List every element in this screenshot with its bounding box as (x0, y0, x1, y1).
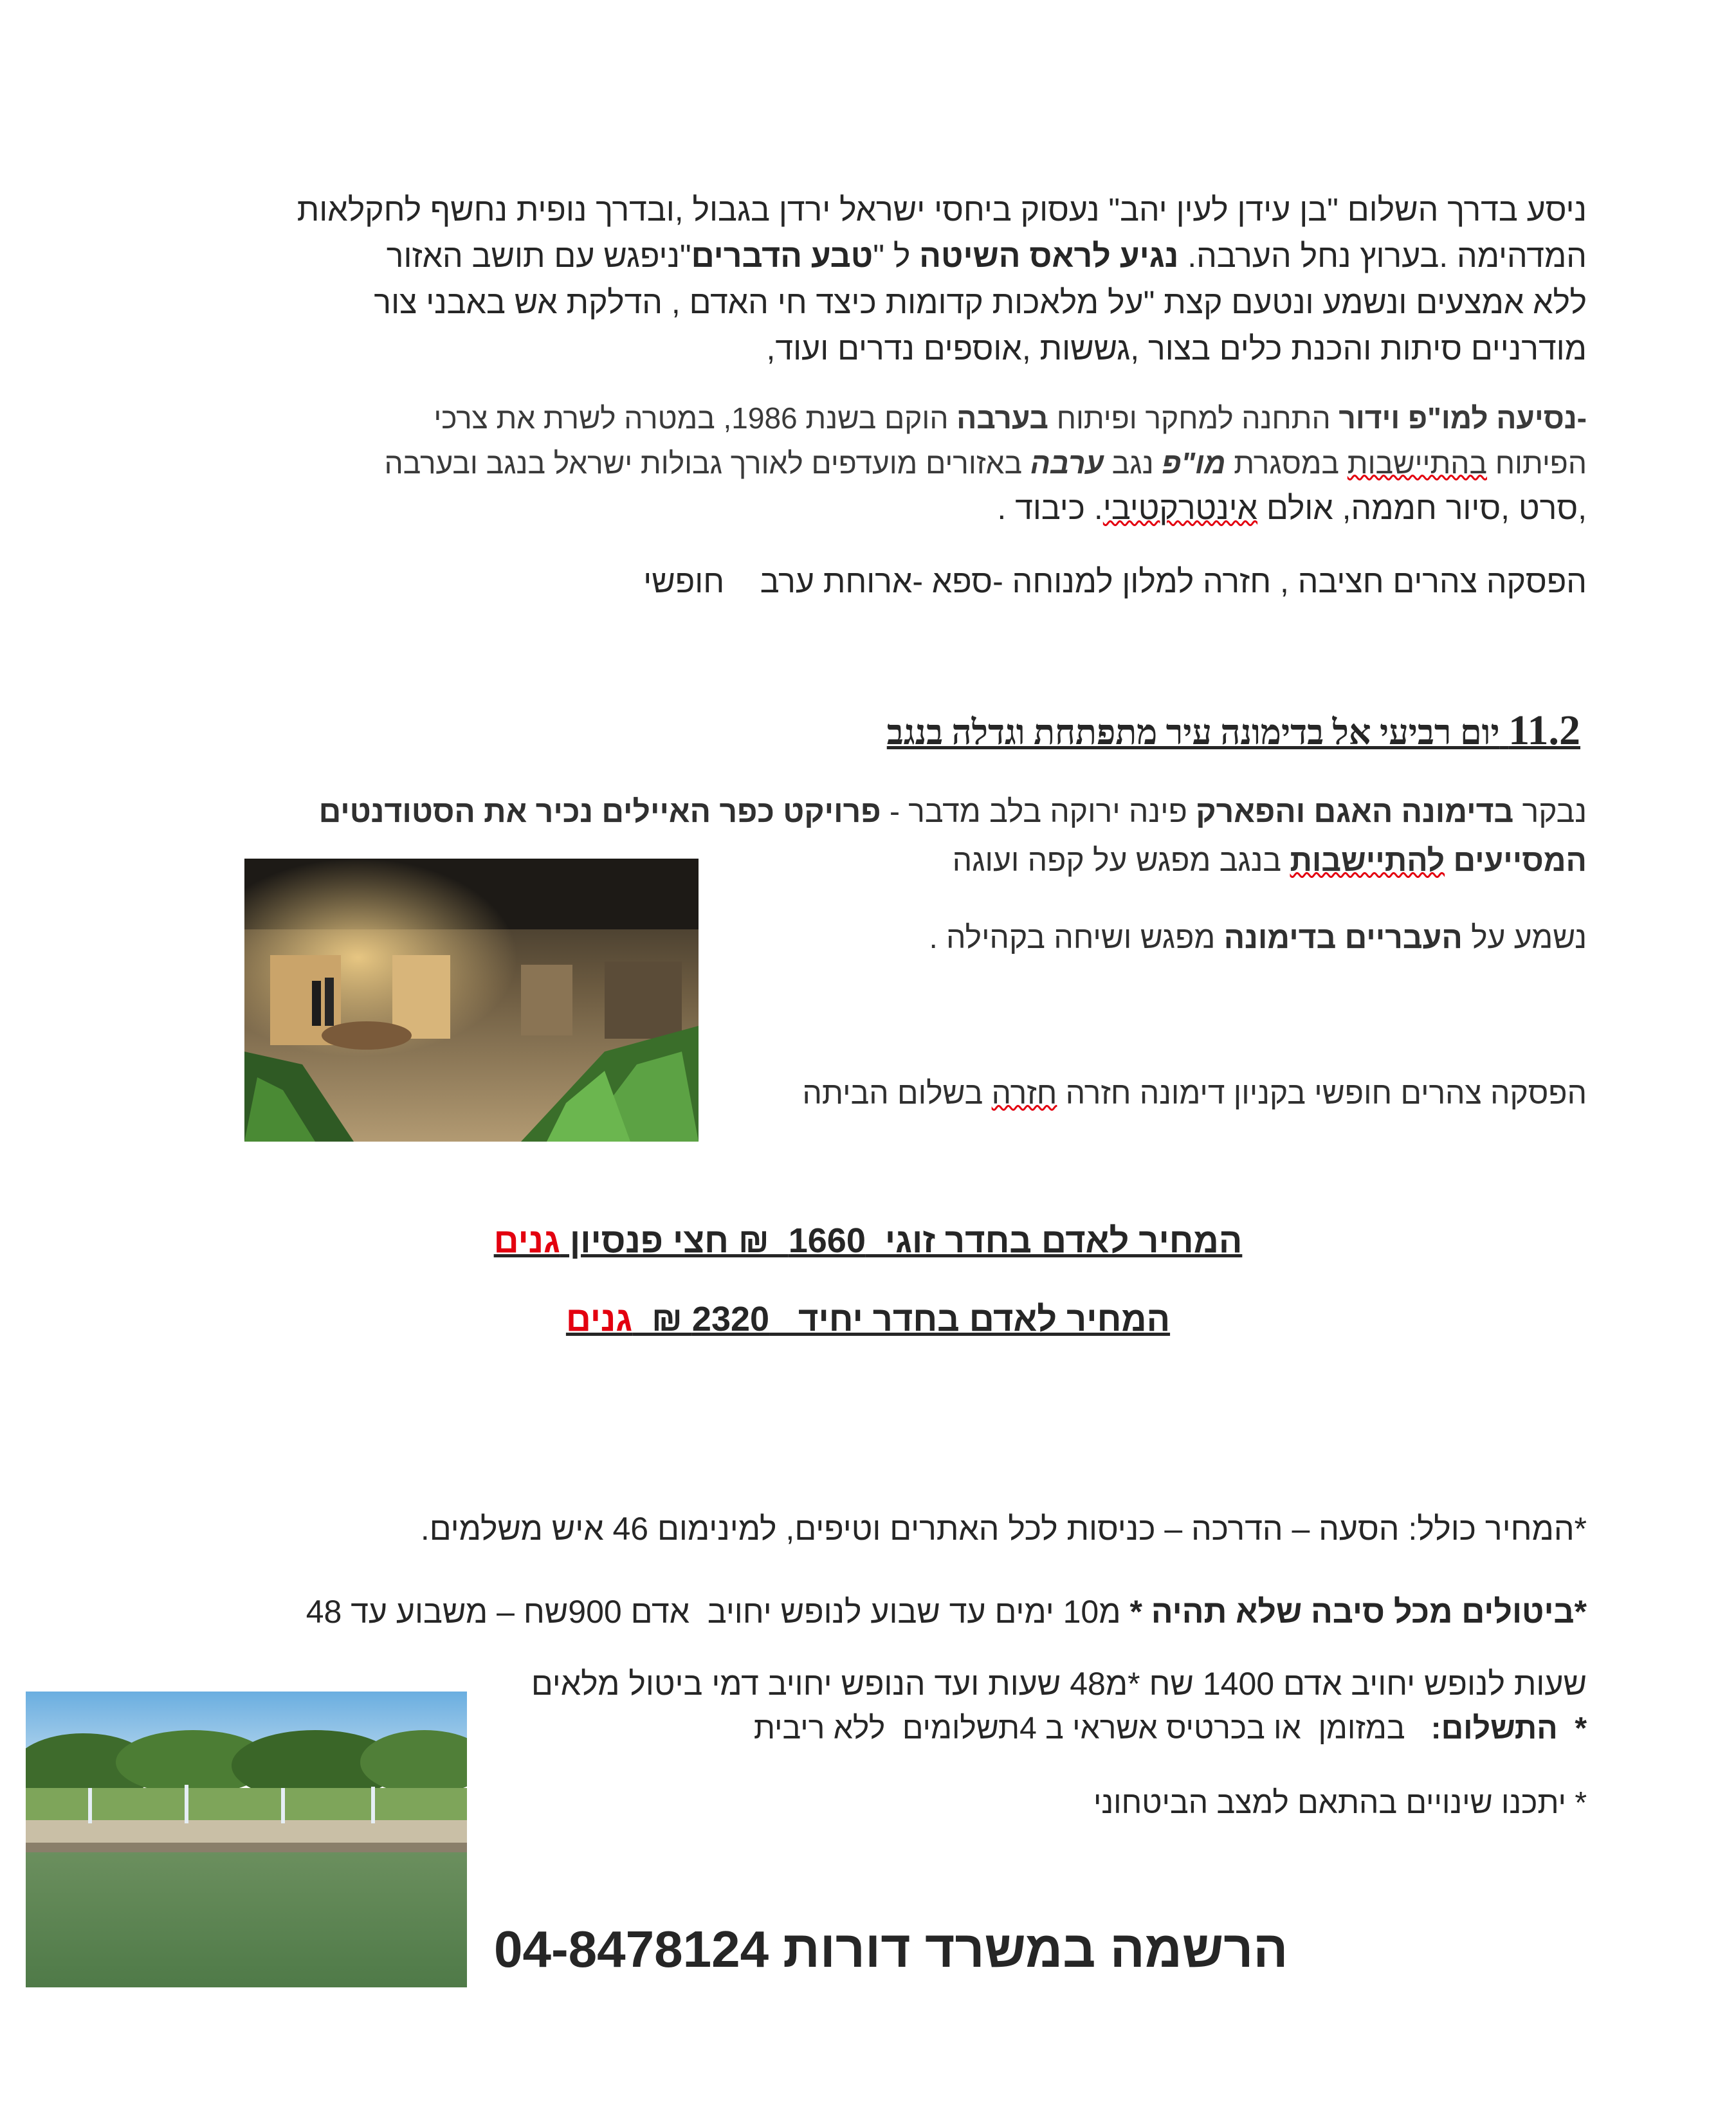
text-line: *המחיר כולל: הסעה – הדרכה – כניסות לכל האתרים וטיפים, למינימום 46 איש משלמים. (420, 1511, 1587, 1547)
afternoon-paragraph (643, 558, 1587, 605)
text-line: ניסע בדרך השלום "בן עידן לעין יהב" נעסוק ביחסי ישראל ירדן בגבול ,ובדרך נופית נחשף לחקלאות (297, 192, 1587, 228)
spellcheck-word: בהתיישבות (1347, 446, 1487, 480)
bold-text: בערבה (956, 401, 1048, 435)
text-line: * התשלום: במזומן או בכרטיס אשראי ב 4תשלומים ללא ריבית (753, 1711, 1587, 1746)
bold-text: -נסיעה למו"פ וידור (1339, 401, 1587, 435)
text-line: נבקר בדימונה האגם והפארק פינה ירוקה בלב מדבר - פרויקט כפר האיילים נכיר את הסטודנטים (318, 795, 1587, 829)
text-line: המסייעים להתיישבות בנגב מפגש על קפה ועוגה (952, 844, 1587, 878)
day-date: 11.2 (1508, 707, 1580, 754)
spellcheck-word: להתיישבות (1290, 844, 1445, 878)
text-line: ,סרט ,סיור חממה, אולם אינטרקטיבי. כיבוד . (997, 490, 1587, 526)
bold-text: * התשלום: (1430, 1711, 1587, 1746)
text-line: -נסיעה למו"פ וידור התחנה למחקר ופיתוח בערבה הוקם בשנת 1986, במטרה לשרת את צרכי (434, 401, 1587, 435)
lunch-return-paragraph (802, 1071, 1587, 1117)
price-includes (421, 1505, 1587, 1553)
spellcheck-word: חזרה (991, 1077, 1057, 1111)
day-heading (887, 706, 1580, 755)
day-title: יום רביעי אל בדימונה עיר מתפתחת וגדלה בנגב (886, 713, 1500, 752)
text-line: ללא אמצעים ונשמע ונטעם קצת "על מלאכות קדומות כיצד חי האדם , הדלקת אש באבני צור (374, 284, 1587, 320)
text-line: הפסקה צהרים חופשי בקניון דימונה חזרה חזרה בשלום הביתה (802, 1077, 1587, 1111)
bold-text: נגיע לראס השיטה (919, 238, 1179, 274)
text-line: הפסקה צהרים חציבה , חזרה למלון למנוחה -ספא -ארוחת ערב חופשי (643, 563, 1587, 599)
rnd-visit-paragraph (385, 396, 1587, 531)
price-single-room: המחיר לאדם בחדר יחיד 2320 ₪ גנים (565, 1300, 1171, 1338)
lake-park-photo (26, 1692, 467, 1987)
bold-text: *ביטולים מכל סיבה שלא תהיה * (1129, 1594, 1587, 1630)
spellcheck-word: אינטרקטיבי (1102, 490, 1258, 526)
text-line: *ביטולים מכל סיבה שלא תהיה * מ10 ימים עד שבוע לנופש יחויב אדם 900שח – משבוע עד 48 (306, 1594, 1587, 1630)
day-intro-paragraph (297, 187, 1587, 372)
hotel-name-highlight: גנים (493, 1221, 560, 1260)
registration-contact: הרשמה במשרד דורות 04-8478124 (494, 1920, 1288, 1978)
text-line: המדהימה .בערוץ נחל הערבה. נגיע לראס השיטה ל "טבע הדברים"ניפגש עם תושב האזור (386, 238, 1587, 274)
price-double-room: המחיר לאדם בחדר זוגי 1660 ₪ חצי פנסיון גנים (493, 1221, 1243, 1260)
payment-terms (754, 1706, 1587, 1752)
hotel-name-highlight: גנים (565, 1300, 633, 1338)
exhibition-hall-photo (244, 859, 699, 1142)
text-line: הפיתוח בהתיישבות במסגרת מו"פ נגב ערבה באזורים מועדפים לאורך גבולות ישראל בנגב ובערבה (384, 446, 1587, 480)
bold-text: בדימונה האגם והפארק (1196, 795, 1514, 829)
bold-text: המסייעים (1453, 844, 1587, 878)
text-line: נשמע על העבריים בדימונה מפגש ושיחה בקהילה . (929, 921, 1587, 955)
text-line: * יתכנו שינויים בהתאם למצב הביטחוני (1093, 1786, 1587, 1820)
bold-text: פרויקט כפר האיילים נכיר את הסטודנטים (318, 795, 881, 829)
bold-text: טבע הדברים (691, 238, 873, 274)
hebrew-israelites-paragraph (929, 915, 1587, 962)
changes-note (1093, 1780, 1587, 1827)
bold-italic-text: מו"פ (1162, 446, 1226, 480)
text-line: שעות לנופש יחויב אדם 1400 שח *מ48 שעות ועד הנופש יחויב דמי ביטול מלאים (531, 1666, 1587, 1702)
text-line: מודרניים סיתות והכנת כלים בצור ,גששות ,אוספים נדרים ועוד, (766, 331, 1587, 367)
bold-text: העבריים בדימונה (1223, 921, 1463, 955)
cancellation-policy (306, 1576, 1587, 1720)
bold-italic-text: ערבה (1030, 446, 1104, 480)
